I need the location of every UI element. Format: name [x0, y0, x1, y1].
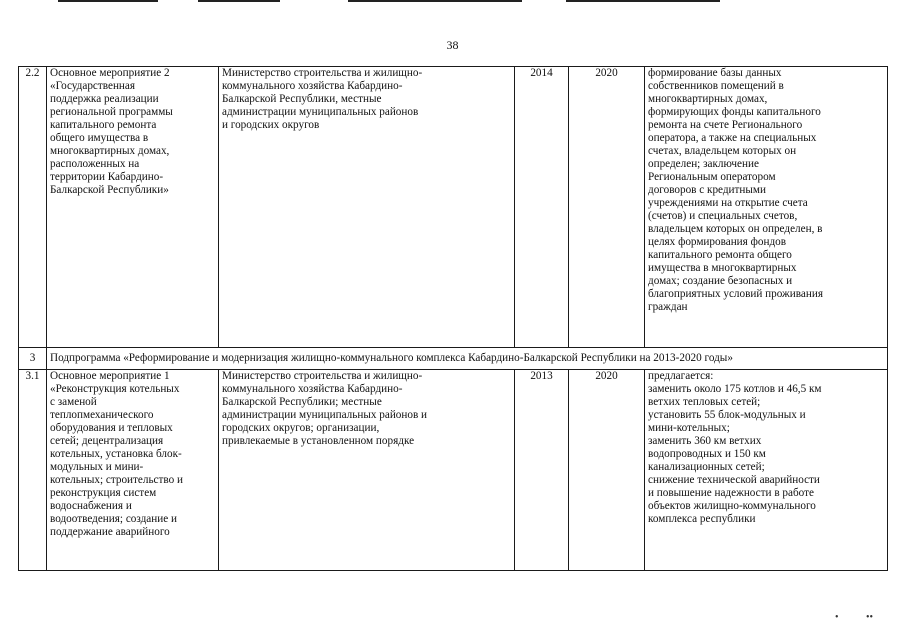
result-cell: формирование базы данных собственников помещений в многоквартирных домах, формирующих фонды капитального ремонта на счете Регионального оператора, а также на специальных счетах, владельцем которых он определен; заключение Региональным оператором договоров с кредитными учреждениями на открытие счета (счетов) и специальных счетов, владельцем которых он определен, в целях формирования фондов капитального ремонта общего имущества в многоквартирных домах; создание безопасных и благоприятных условий проживания граждан [645, 67, 888, 348]
measures-table [18, 66, 888, 571]
top-rule-center-left [198, 0, 280, 2]
scan-mark: • [835, 612, 839, 623]
measure-cell: Основное мероприятие 2 «Государственная поддержка реализации региональной программы капитального ремонта общего имущества в многоквартирных домах, расположенных на территории Кабардино- Балкарской Республики» [47, 67, 219, 348]
result-cell: предлагается: заменить около 175 котлов и 46,5 км ветхих тепловых сетей; установить 55 блок-модульных и мини-котельных; заменить 360 км ветхих водопроводных и 150 км канализационных сетей; снижение технической аварийности и повышение надежности в работе объектов жилищно-коммунального комплекса республики [645, 370, 888, 571]
table-row [19, 67, 888, 348]
start-year-cell: 2013 [515, 370, 569, 571]
end-year-cell: 2020 [569, 370, 645, 571]
top-rule-left [58, 0, 158, 2]
scan-mark: •• [866, 612, 874, 623]
row-number: 3 [19, 348, 47, 370]
table-row [19, 370, 888, 571]
table-row-subprogram [19, 348, 888, 370]
row-number: 2.2 [19, 67, 47, 348]
end-year-cell: 2020 [569, 67, 645, 348]
executor-cell: Министерство строительства и жилищно- коммунального хозяйства Кабардино- Балкарской Республики; местные администрации муниципальных районов и городских округов; организации, привлекаемые в установленном порядке [219, 370, 515, 571]
executor-cell: Министерство строительства и жилищно- коммунального хозяйства Кабардино- Балкарской Республики, местные администрации муниципальных районов и городских округов [219, 67, 515, 348]
row-number: 3.1 [19, 370, 47, 571]
measure-cell: Основное мероприятие 1 «Реконструкция котельных с заменой теплопмеханического оборудования и тепловых сетей; децентрализация котельных, установка блок- модульных и мини- котельных; строительство и реконструкция систем водоснабжения и водоотведения; создание и поддержание аварийного [47, 370, 219, 571]
page-number: 38 [446, 38, 459, 52]
subprogram-title: Подпрограмма «Реформирование и модернизация жилищно-коммунального комплекса Кабардино-Балкарской Республики на 2013-2020 годы» [47, 348, 888, 370]
top-rule-center-right [348, 0, 522, 2]
start-year-cell: 2014 [515, 67, 569, 348]
top-rule-right [566, 0, 720, 2]
